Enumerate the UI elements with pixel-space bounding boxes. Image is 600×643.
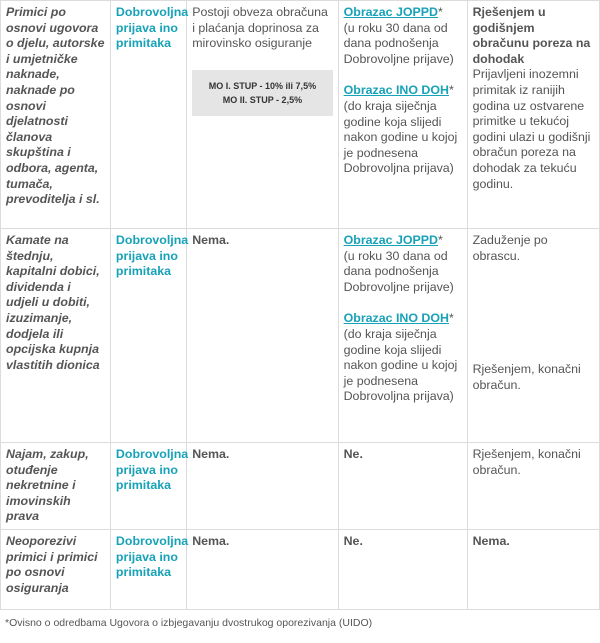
form-label: Dobrovoljna prijava ino primitaka: [115, 533, 189, 580]
contribution-rate-first-pillar: MO I. STUP - 10% ili 7,5%: [208, 80, 317, 91]
ino-doh-form-link[interactable]: Obrazac INO DOH: [343, 83, 449, 98]
income-type-label: Najam, zakup, otuđenje nekretnine i imovinskih prava: [6, 447, 89, 524]
table-row: [1, 1, 600, 229]
reporting-cell: [338, 229, 467, 443]
footnote: *Ovisno o odredbama Ugovora o izbjegavanju dvostrukog oporezivanja (UIDO): [5, 616, 373, 629]
ino-doh-deadline-note: (do kraja siječnja godine koja slijedi nakon godine u kojoj je podnesena Dobrovoljna prijava): [343, 326, 458, 404]
result-cell: [467, 229, 599, 443]
reporting-value: Ne.: [343, 447, 363, 461]
income-type-cell: [1, 1, 111, 229]
contribution-cell: [187, 443, 338, 530]
form-cell: [110, 529, 189, 609]
result-final-text: Rješenjem, konačni obračun.: [472, 362, 581, 392]
result-text: Nema.: [472, 533, 510, 548]
result-cell: [467, 1, 599, 229]
footnote-mark: *: [448, 311, 454, 326]
table-row: [1, 229, 600, 443]
form-cell: [110, 1, 189, 229]
contribution-value: Nema.: [192, 447, 230, 461]
reporting-cell: [338, 443, 467, 530]
form-label: Dobrovoljna prijava ino primitaka: [115, 233, 189, 279]
joppd-form-link[interactable]: Obrazac JOPPD: [343, 5, 438, 19]
table-row: [1, 443, 600, 530]
table-row: [1, 529, 600, 609]
ino-doh-deadline-note: (do kraja siječnja godine koja slijedi nakon godine u kojoj je podnesena Dobrovoljna prijava): [343, 98, 458, 176]
reporting-value: Ne.: [343, 533, 363, 548]
income-type-cell: [1, 229, 111, 443]
income-type-label: Kamate na štednju, kapitalni dobici, dividenda i udjeli u dobiti, izuzimanje, dodjela ili opcijska kupnja vlastitih dionica: [6, 233, 100, 372]
contribution-cell: [187, 1, 338, 229]
contribution-rates-box: [192, 70, 332, 116]
reporting-cell: [338, 1, 467, 229]
result-cell: [467, 443, 599, 530]
contribution-value: Nema.: [192, 533, 230, 548]
contribution-value: Nema.: [192, 233, 230, 247]
joppd-deadline-note: (u roku 30 dana od dana podnošenja Dobrovoljne prijave): [343, 248, 454, 294]
form-label: Dobrovoljna prijava ino primitaka: [115, 447, 189, 493]
result-text: Prijavljeni inozemni primitak iz ranijih godina uz ostvarene primitke u tekućoj godini ulazi u godišnji obračun poreza na dohodak za tekuću godinu.: [472, 67, 591, 191]
result-cell: [467, 529, 599, 609]
footnote-mark: *: [437, 5, 443, 19]
contribution-rate-second-pillar: MO II. STUP - 2,5%: [222, 94, 303, 105]
reporting-cell: [338, 529, 467, 609]
result-text: Rješenjem, konačni obračun.: [472, 447, 581, 477]
form-label: Dobrovoljna prijava ino primitaka: [115, 5, 189, 51]
income-type-cell: [1, 443, 111, 530]
income-type-label: Neoporezivi primici i primici po osnovi osiguranja: [6, 533, 98, 595]
contribution-cell: [187, 229, 338, 443]
form-cell: [110, 229, 189, 443]
joppd-deadline-note: (u roku 30 dana od dana podnošenja Dobrovoljne prijave): [343, 20, 454, 66]
ino-doh-form-link[interactable]: Obrazac INO DOH: [343, 311, 449, 326]
result-text: Zaduženje po obrascu.: [472, 233, 548, 263]
footnote-mark: *: [437, 233, 443, 247]
contribution-text: Postoji obveza obračuna i plaćanja doprinosa za mirovinsko osiguranje: [192, 5, 328, 51]
joppd-form-link[interactable]: Obrazac JOPPD: [343, 233, 438, 247]
form-cell: [110, 443, 189, 530]
contribution-cell: [187, 529, 338, 609]
income-type-label: Primici po osnovi ugovora o djelu, autorske i umjetničke naknade, naknade po osnovi djelatnosti članova skupština i odbora, agenta, tumača, prevoditelja i sl.: [6, 5, 105, 207]
income-type-cell: [1, 529, 111, 609]
result-heading: Rješenjem u godišnjem obračunu poreza na dohodak: [472, 5, 591, 66]
footnote-mark: *: [448, 83, 454, 98]
